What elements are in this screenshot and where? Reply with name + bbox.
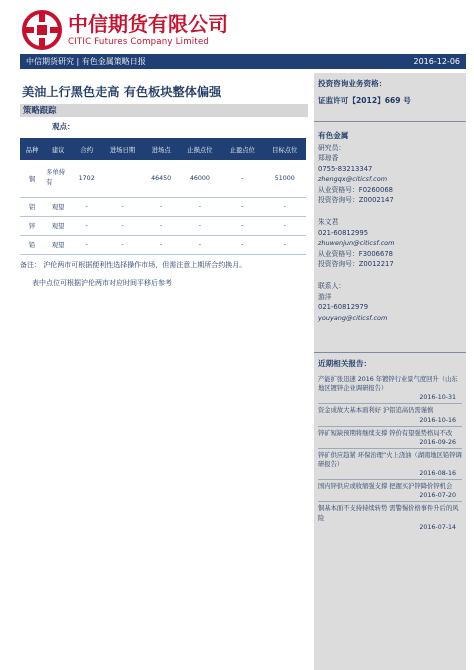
col-advice: 建议 bbox=[51, 146, 65, 154]
report-link[interactable]: 铜基本面不支持持续转势 需警惕价格事件升后的风险 bbox=[318, 505, 459, 522]
report-date: 2016-09-26 bbox=[419, 438, 456, 446]
citic-logo-icon bbox=[22, 10, 62, 50]
divider bbox=[318, 501, 462, 502]
cell-take-profit: - bbox=[241, 241, 244, 248]
section-heading: 策略跟踪 bbox=[20, 104, 308, 117]
contact-phone: 021-60812979 bbox=[318, 303, 369, 312]
reports-title: 近期相关报告： bbox=[318, 359, 372, 368]
cell-entry: - bbox=[160, 241, 163, 248]
table-note bbox=[20, 260, 308, 288]
cell-take-profit: - bbox=[241, 222, 244, 229]
cell-entry-date: - bbox=[121, 203, 124, 210]
table-row bbox=[20, 235, 306, 254]
cell-target: 51000 bbox=[274, 174, 295, 182]
cell-entry-date bbox=[101, 160, 143, 197]
analyst-phone: 021-60812995 bbox=[318, 228, 369, 237]
cell-contract: - bbox=[85, 203, 88, 210]
col-target: 目标点位 bbox=[272, 146, 298, 154]
license-block bbox=[318, 78, 411, 106]
cell-variety: 锌 bbox=[28, 223, 36, 230]
col-variety: 品种 bbox=[25, 146, 39, 154]
report-link[interactable]: 资金成故大基本面利好 沪铝追高仍需谨慎 bbox=[318, 407, 434, 415]
report-link[interactable]: 锌矿供应趋紧 环保治理“火上浇油（湖南地区铅锌调研报告） bbox=[318, 451, 462, 469]
report-link[interactable]: 国内锌供应或收缩强支撑 把握买沪锌降价锌机会 bbox=[318, 483, 453, 491]
table-row bbox=[20, 216, 306, 235]
table-row bbox=[20, 160, 306, 197]
divider bbox=[318, 479, 462, 480]
cell-contract: - bbox=[85, 241, 88, 248]
analyst-email[interactable]: zhengqx@citicsf.com bbox=[318, 175, 388, 184]
contact-label: 联系人： bbox=[318, 282, 346, 291]
cell-entry: 46450 bbox=[151, 174, 172, 182]
col-stop-loss: 止损点位 bbox=[187, 146, 213, 154]
breadcrumb: 中信期货研究 | 有色金属策略日报 bbox=[26, 57, 146, 66]
report-date: 2016-12-06 bbox=[413, 57, 460, 66]
analyst-advisory-no: 投资咨询号：Z0012217 bbox=[318, 260, 394, 269]
analyst-block bbox=[318, 130, 394, 323]
analyst-advisory-no: 投资咨询号：Z0002147 bbox=[318, 196, 394, 205]
cell-stop-loss: - bbox=[198, 241, 201, 248]
col-entry: 进场点 bbox=[151, 146, 171, 154]
contact-email[interactable]: youyang@citicsf.com bbox=[318, 313, 388, 322]
cell-entry-date: - bbox=[121, 241, 124, 248]
col-take-profit: 止盈点位 bbox=[229, 146, 255, 154]
cell-take-profit: - bbox=[241, 174, 244, 182]
report-date: 2016-10-16 bbox=[419, 416, 456, 424]
cell-contract: 1702 bbox=[78, 174, 95, 182]
cell-advice: 多单持有 bbox=[46, 169, 66, 187]
report-link[interactable]: 产能扩张迅速 2016 年镀锌行业景气度回升（山东地区镀锌企业调研报告） bbox=[318, 376, 458, 393]
cell-stop-loss: 46000 bbox=[189, 174, 210, 182]
cell-take-profit: - bbox=[241, 203, 244, 210]
strategy-table bbox=[20, 138, 306, 255]
analyst-name: 朱文君 bbox=[318, 218, 339, 227]
cell-target: - bbox=[283, 203, 286, 210]
cell-contract: - bbox=[85, 222, 88, 229]
cell-stop-loss: - bbox=[198, 222, 201, 229]
analyst-qualification: 从业资格号：F0260068 bbox=[318, 185, 393, 194]
analyst-email[interactable]: zhuwenjun@citicsf.com bbox=[318, 239, 395, 248]
related-reports bbox=[318, 358, 462, 532]
divider bbox=[314, 121, 466, 122]
report-date: 2016-10-31 bbox=[419, 394, 456, 402]
cell-variety: 铅 bbox=[28, 242, 36, 249]
cell-target: - bbox=[283, 241, 286, 248]
analyst-qualification: 从业资格号：F3006678 bbox=[318, 249, 393, 258]
dept-label: 有色金属 bbox=[318, 131, 349, 140]
cell-entry: - bbox=[160, 203, 163, 210]
report-header-bar bbox=[20, 54, 466, 69]
main-content bbox=[20, 73, 308, 288]
table-row bbox=[20, 197, 306, 216]
cell-variety: 铜 bbox=[28, 175, 36, 183]
cell-advice: 观望 bbox=[51, 204, 65, 211]
report-date: 2016-08-16 bbox=[419, 470, 456, 478]
table-header-row bbox=[20, 138, 306, 160]
page-title: 美油上行黑色走高 有色板块整体偏强 bbox=[22, 85, 222, 99]
analyst-name: 郑琼香 bbox=[318, 154, 339, 163]
note-line-1: 备注： 沪伦两市可根据便利性选择操作市场，但需注意上期所合约换月。 bbox=[20, 260, 247, 269]
license-number: 证监许可【2012】669 号 bbox=[318, 96, 411, 105]
cell-advice: 观望 bbox=[51, 242, 65, 249]
cell-variety: 铝 bbox=[28, 204, 36, 211]
license-title: 投资咨询业务资格： bbox=[318, 79, 387, 88]
contact-name: 游洋 bbox=[318, 292, 332, 301]
divider bbox=[318, 403, 462, 404]
analyst-phone: 0755-83213347 bbox=[318, 164, 373, 173]
cell-entry-date: - bbox=[121, 222, 124, 229]
researcher-label: 研究员： bbox=[318, 144, 346, 152]
note-line-2: 表中点位可根据沪伦两市对应时间平移后参考 bbox=[32, 278, 172, 287]
col-entry-date: 进场日期 bbox=[109, 146, 136, 154]
divider bbox=[314, 352, 466, 353]
divider bbox=[318, 426, 462, 427]
views-label: 观点： bbox=[52, 122, 75, 131]
divider bbox=[318, 448, 462, 449]
company-name-en: CITIC Futures Company Limited bbox=[68, 36, 210, 47]
cell-target: - bbox=[283, 222, 286, 229]
company-logo bbox=[22, 10, 228, 50]
company-name-cn: 中信期货有限公司 bbox=[68, 11, 228, 36]
report-date: 2016-07-14 bbox=[419, 523, 456, 531]
report-date: 2016-07-20 bbox=[419, 492, 456, 500]
cell-advice: 观望 bbox=[51, 223, 65, 230]
cell-entry: - bbox=[160, 222, 163, 229]
cell-stop-loss: - bbox=[198, 203, 201, 210]
report-link[interactable]: 锌矿短缺预期将继续支撑 锌价有望强势格局不改 bbox=[318, 429, 453, 437]
col-contract: 合约 bbox=[80, 146, 93, 154]
